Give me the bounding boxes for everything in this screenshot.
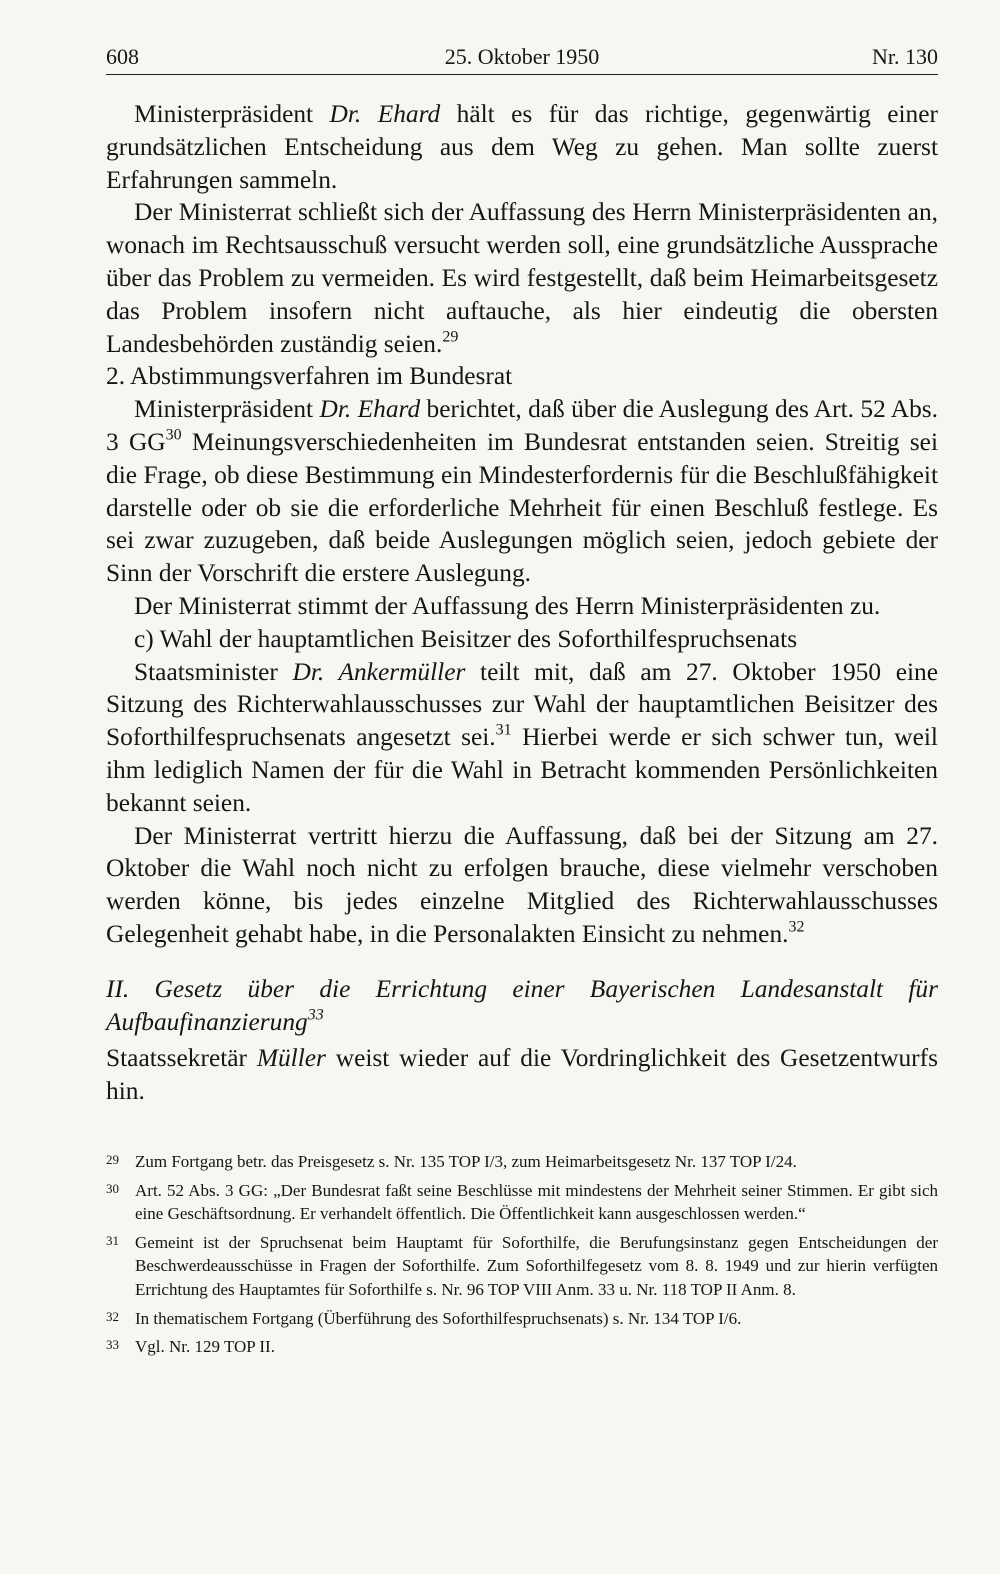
paragraph: Der Ministerrat schließt sich der Auffassung des Herrn Ministerpräsidenten an, wonach im Rechtsausschuß versucht werden soll, eine grundsätzliche Aussprache über das Problem zu vermeiden. Es wird festgestellt, daß beim Heimarbeitsgesetz das Problem insofern nicht auftauche, als hier eindeutig die obersten Landesbehörden zuständig seien.$^{29}$	[106, 198, 938, 358]
paragraph: Ministerpräsident Dr. Ehard hält es für das richtige, gegenwärtig einer grundsätzlichen Entscheidung aus dem Weg zu gehen. Man sollte zuerst Erfahrungen sammeln.	[106, 100, 938, 194]
footnote-ref: 33	[307, 1006, 324, 1024]
speaker-name: Dr. Ehard	[329, 100, 441, 128]
speaker-name: Müller	[256, 1044, 326, 1073]
footnote-ref: 32	[788, 918, 805, 936]
header-date: 25. Oktober 1950	[444, 44, 600, 69]
footnote-text: In thematischem Fortgang (Überführung des Soforthilfespruchsenats) s. Nr. 134 TOP I/6.	[135, 1308, 742, 1328]
footnote-ref: 30	[165, 426, 182, 444]
footnote-number: 33	[106, 1337, 119, 1353]
main-text	[106, 98, 938, 1108]
paragraph: Der Ministerrat vertritt hierzu die Auffassung, daß bei der Sitzung am 27. Oktober die Wahl noch nicht zu erfolgen brauche, diese vielmehr verschoben werden könne, bis jedes einzelne Mitglied des Richterwahlausschusses Gelegenheit gehabt habe, in die Personalakten Einsicht zu nehmen.$^{32}$	[106, 821, 938, 948]
subsection-heading: c) Wahl der hauptamtlichen Beisitzer des Soforthilfespruchsenats	[134, 624, 798, 653]
footnote-text: Zum Fortgang betr. das Preisgesetz s. Nr. 135 TOP I/3, zum Heimarbeitsgesetz Nr. 137 TOP I/24.	[135, 1152, 797, 1171]
footnote	[106, 1150, 938, 1174]
footnotes	[106, 1150, 938, 1364]
footnote-text: Gemeint ist der Spruchsenat beim Hauptamt für Soforthilfe, die Berufungsinstanz gegen Entscheidungen der Beschwerdeausschüsse in Fragen der Soforthilfe. Zum Soforthilfegesetz vom 8. 8. 1949 und zur hierin verfügten Errichtung des Hauptamtes für Soforthilfe s. Nr. 96 TOP VIII Anm. 33 u. Nr. 118 TOP II Anm. 8.	[135, 1232, 938, 1299]
footnote	[106, 1179, 938, 1226]
footnote-ref: 31	[495, 721, 512, 739]
document-number: Nr. 130	[872, 44, 938, 69]
footnote-number: 32	[106, 1308, 119, 1324]
paragraph: Staatssekretär Müller weist wieder auf die Vordringlichkeit des Gesetzentwurfs hin.	[106, 1044, 938, 1106]
footnote	[106, 1231, 938, 1302]
paragraph: Ministerpräsident Dr. Ehard berichtet, daß über die Auslegung des Art. 52 Abs. 3 GG$^{30}$ Meinungsverschiedenheiten im Bundesrat entstanden seien. Streitig sei die Frage, ob diese Bestimmung ein Mindesterfordernis für die Beschlußfähigkeit darstelle oder ob sie die erforderliche Mehrheit für einen Beschluß festlege. Es sei zwar zuzugeben, daß beide Auslegungen möglich seien, jedoch gebiete der Sinn der Vorschrift die erstere Auslegung.	[106, 395, 939, 588]
footnote	[106, 1307, 938, 1331]
subsection-heading: 2. Abstimmungsverfahren im Bundesrat	[106, 362, 513, 391]
footnote-number: 31	[106, 1232, 119, 1248]
paragraph: Staatsminister Dr. Ankermüller teilt mit, daß am 27. Oktober 1950 eine Sitzung des Richterwahlausschusses zur Wahl der hauptamtlichen Beisitzer des Soforthilfespruchsenats angesetzt sei.$^{31}$ Hierbei werde er sich schwer tun, weil ihm lediglich Namen der für die Wahl in Betracht kommenden Persönlichkeiten bekannt seien.	[106, 657, 938, 817]
footnote-text: Art. 52 Abs. 3 GG: „Der Bundesrat faßt seine Beschlüsse mit mindestens der Mehrheit seiner Stimmen. Er gibt sich eine Geschäftsordnung. Er verhandelt öffentlich. Die Öffentlichkeit kann ausgeschlossen werden.“	[135, 1180, 938, 1224]
section-heading: II. Gesetz über die Errichtung einer Bayerischen Landesanstalt für Aufbaufinanzierung$^{33}$	[106, 974, 938, 1036]
running-header	[106, 40, 938, 75]
speaker-name: Dr. Ehard	[319, 395, 421, 424]
speaker-name: Dr. Ankermüller	[292, 657, 466, 686]
footnote-number: 29	[106, 1152, 119, 1167]
paragraph: Der Ministerrat stimmt der Auffassung des Herrn Ministerpräsidenten zu.	[134, 591, 881, 620]
footnote-text: Vgl. Nr. 129 TOP II.	[135, 1337, 275, 1357]
footnote	[106, 1335, 938, 1359]
footnote-number: 30	[106, 1180, 119, 1196]
footnote-ref: 29	[442, 328, 459, 346]
page-number: 608	[106, 44, 139, 69]
